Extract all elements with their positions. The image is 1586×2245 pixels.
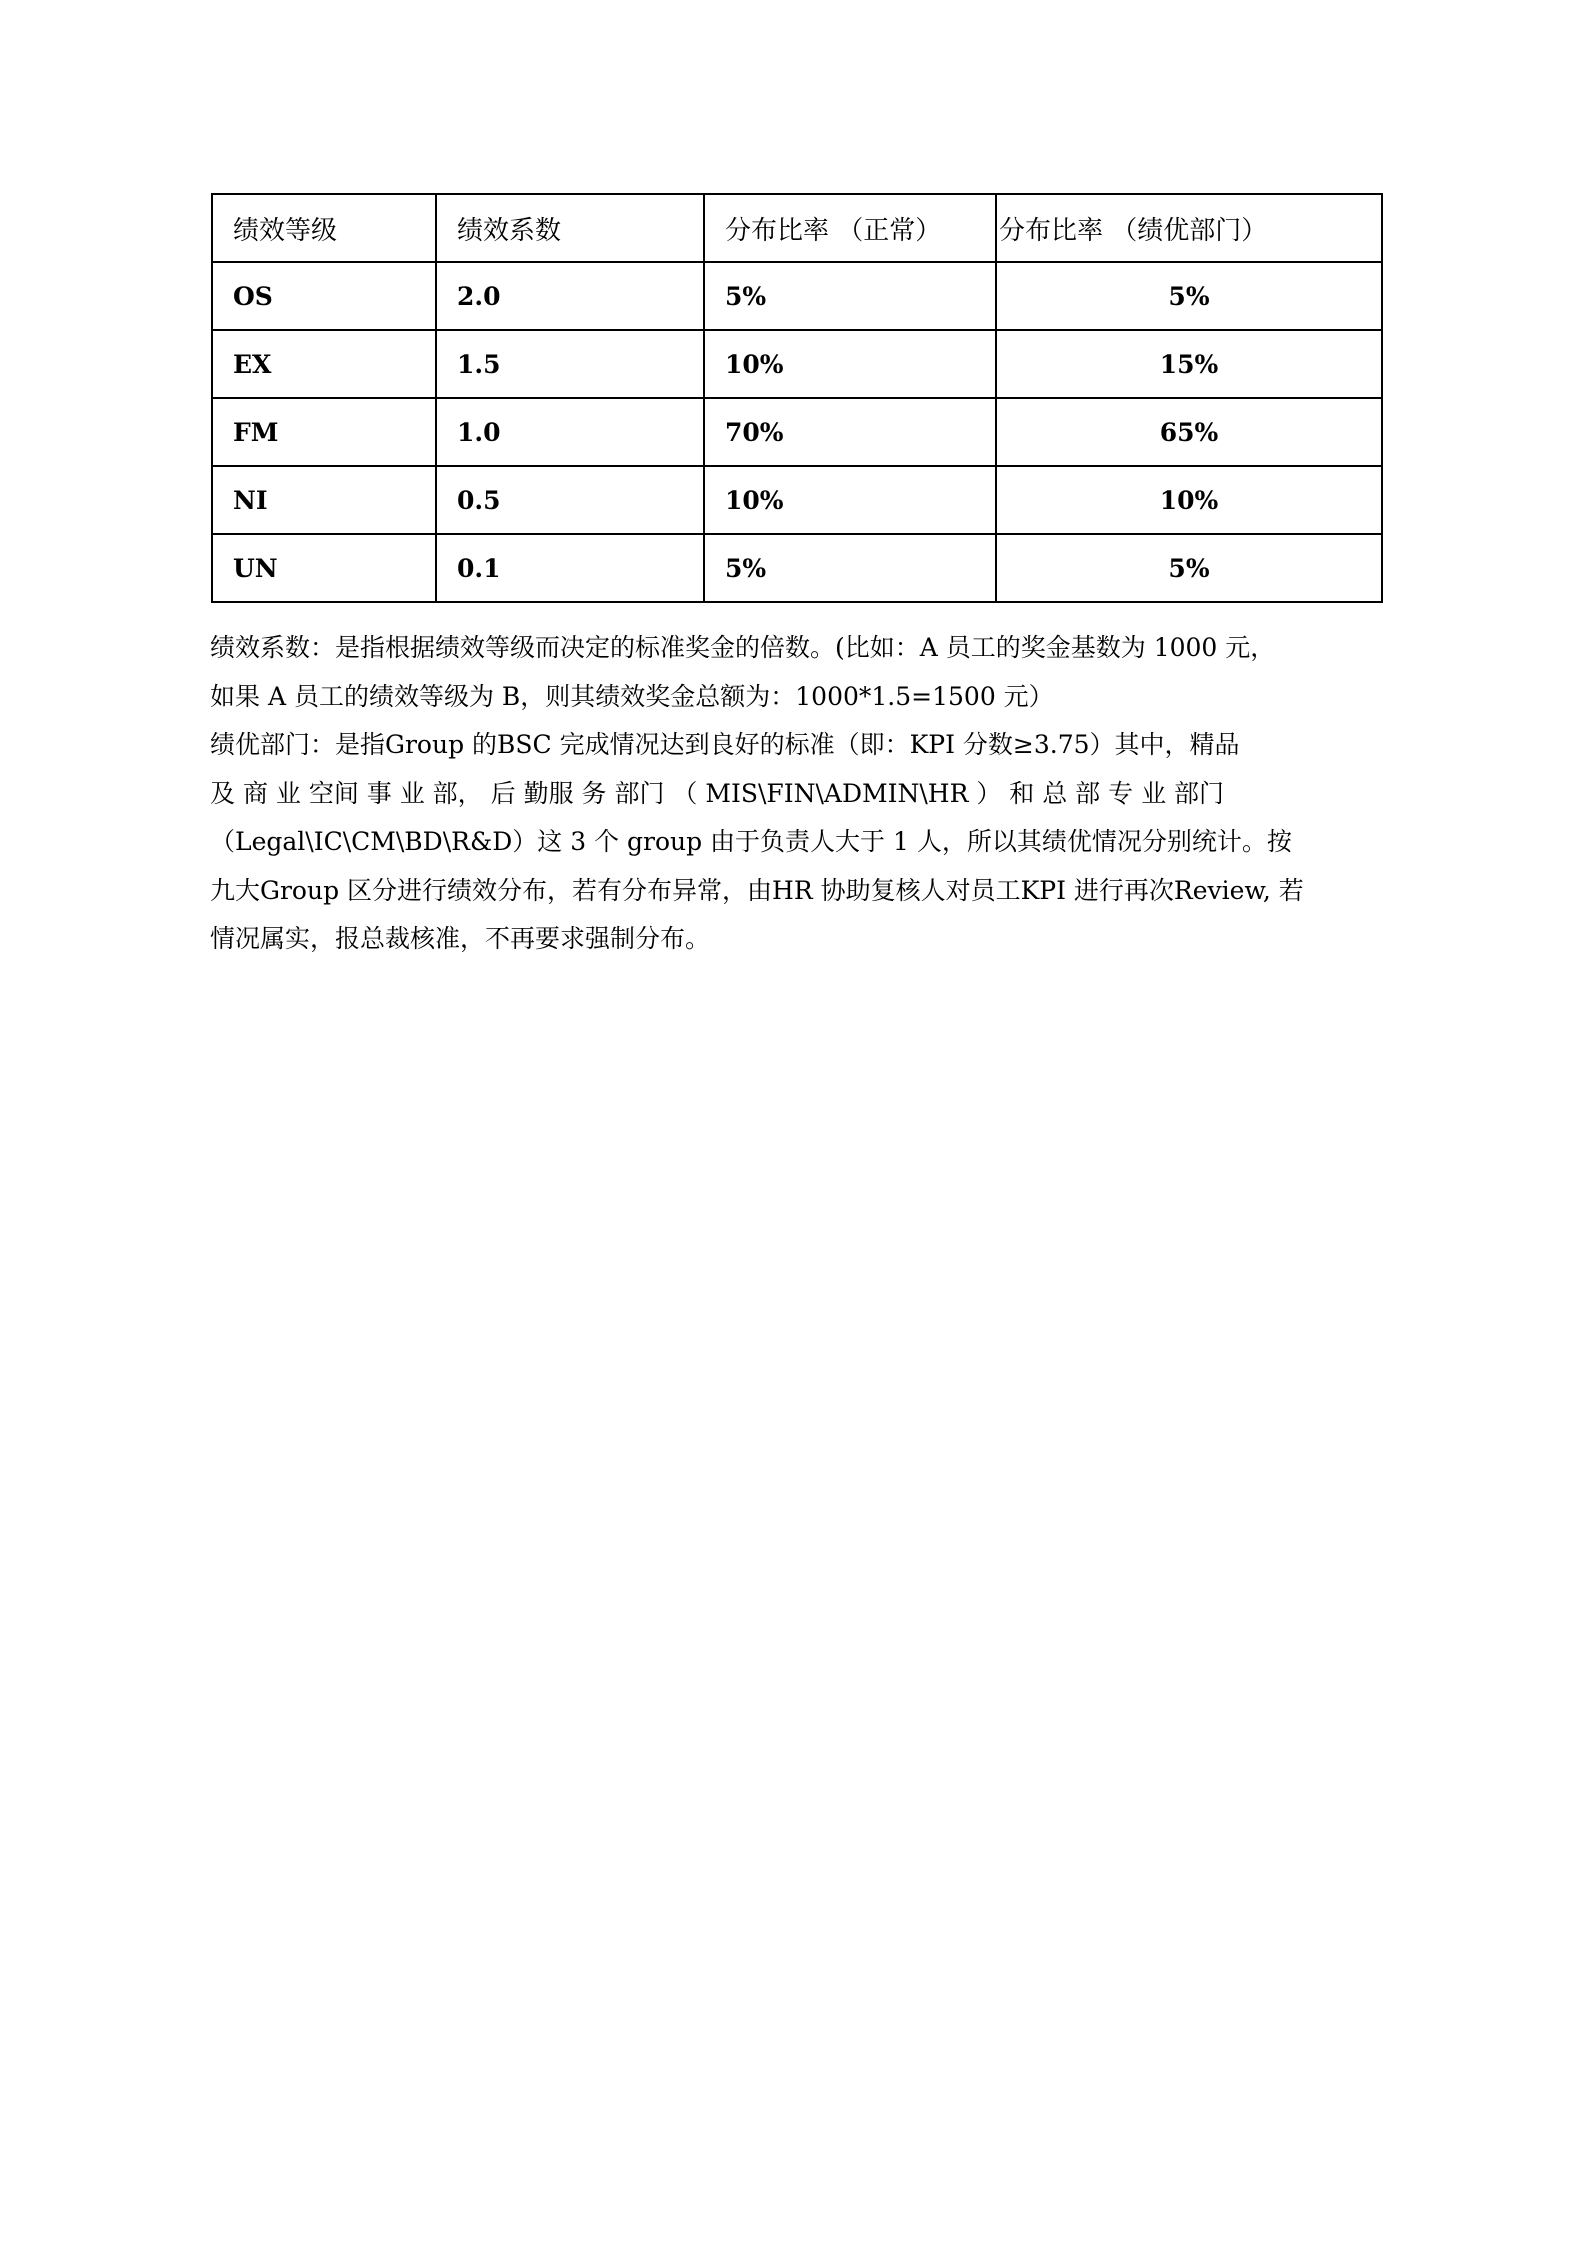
cell-ratio-excellent: 5% bbox=[996, 262, 1382, 330]
table-row bbox=[212, 398, 1382, 466]
cell-grade: NI bbox=[212, 466, 436, 534]
cell-ratio-excellent: 15% bbox=[996, 330, 1382, 398]
note-line: 情况属实，报总裁核准，不再要求强制分布。 bbox=[210, 924, 711, 953]
note-line: 如果 A 员工的绩效等级为 B，则其绩效奖金总额为：1000*1.5=1500 元） bbox=[210, 681, 1054, 711]
cell-coefficient: 0.5 bbox=[436, 466, 704, 534]
cell-ratio-excellent: 10% bbox=[996, 466, 1382, 534]
header-coefficient: 绩效系数 bbox=[436, 194, 704, 262]
note-line: （Legal\IC\CM\BD\R&D）这 3 个 group 由于负责人大于 1 人，所以其绩优情况分别统计。按 bbox=[210, 827, 1292, 856]
cell-coefficient: 1.0 bbox=[436, 398, 704, 466]
cell-ratio-excellent: 65% bbox=[996, 398, 1382, 466]
header-ratio-excellent: 分布比率 （绩优部门） bbox=[996, 194, 1382, 262]
table-row bbox=[212, 262, 1382, 330]
cell-ratio-excellent: 5% bbox=[996, 534, 1382, 602]
note-line: 九大Group 区分进行绩效分布，若有分布异常，由HR 协助复核人对员工KPI 进行再次Review, 若 bbox=[210, 875, 1304, 905]
note-line: 及 商 业 空间 事 业 部， 后 勤服 务 部门 （ MIS\FIN\ADMIN\HR ） 和 总 部 专 业 部门 bbox=[210, 778, 1225, 808]
cell-grade: FM bbox=[212, 398, 436, 466]
notes-paragraphs bbox=[210, 624, 1360, 964]
table-header-row bbox=[212, 194, 1382, 262]
performance-grade-table bbox=[211, 193, 1383, 603]
table-row bbox=[212, 466, 1382, 534]
cell-coefficient: 2.0 bbox=[436, 262, 704, 330]
cell-grade: OS bbox=[212, 262, 436, 330]
note-line: 绩效系数：是指根据绩效等级而决定的标准奖金的倍数。(比如：A 员工的奖金基数为 1000 元， bbox=[210, 633, 1276, 662]
cell-ratio-normal: 70% bbox=[704, 398, 996, 466]
cell-ratio-normal: 10% bbox=[704, 330, 996, 398]
cell-coefficient: 1.5 bbox=[436, 330, 704, 398]
table-row bbox=[212, 330, 1382, 398]
cell-ratio-normal: 5% bbox=[704, 262, 996, 330]
cell-ratio-normal: 10% bbox=[704, 466, 996, 534]
header-grade: 绩效等级 bbox=[212, 194, 436, 262]
cell-grade: UN bbox=[212, 534, 436, 602]
cell-ratio-normal: 5% bbox=[704, 534, 996, 602]
cell-coefficient: 0.1 bbox=[436, 534, 704, 602]
table-row bbox=[212, 534, 1382, 602]
header-ratio-normal: 分布比率 （正常） bbox=[704, 194, 996, 262]
cell-grade: EX bbox=[212, 330, 436, 398]
note-line: 绩优部门：是指Group 的BSC 完成情况达到良好的标准（即：KPI 分数≥3.75）其中，精品 bbox=[210, 730, 1240, 759]
